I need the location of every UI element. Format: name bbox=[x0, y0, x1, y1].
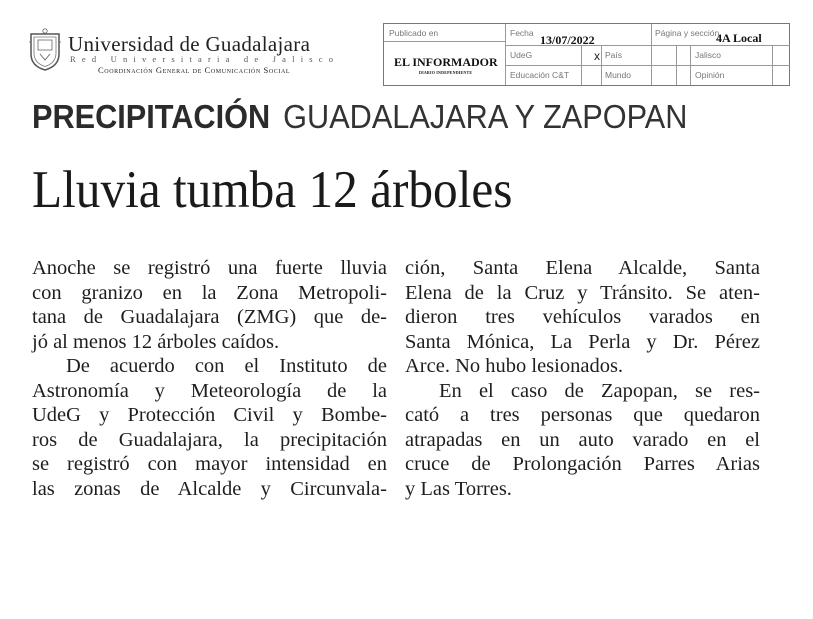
category-checkmark: x bbox=[594, 49, 600, 63]
date-label: Fecha bbox=[510, 28, 534, 38]
body-line: las zonas de Alcalde y Circunvala- bbox=[32, 477, 387, 500]
article-column-1 bbox=[32, 256, 387, 501]
body-line: UdeG y Protección Civil y Bombe- bbox=[32, 404, 387, 426]
grid-line bbox=[772, 45, 773, 85]
category-educacion: Educación C&T bbox=[510, 70, 570, 80]
body-line: jó al menos 12 árboles caídos. bbox=[32, 330, 280, 353]
grid-line bbox=[601, 45, 602, 85]
grid-line bbox=[690, 45, 691, 85]
body-line: Arce. No hubo lesionados. bbox=[405, 355, 624, 377]
body-line: cruce de Prolongación Parres Arias bbox=[405, 453, 760, 475]
body-line: tana de Guadalajara (ZMG) que de- bbox=[32, 306, 387, 328]
newspaper-name: EL INFORMADOR bbox=[394, 55, 498, 69]
body-line: cató a tres personas que quedaron bbox=[405, 404, 760, 426]
university-seal-icon bbox=[28, 28, 62, 72]
body-line: atrapadas en un auto varado en el bbox=[405, 428, 760, 451]
grid-line bbox=[651, 24, 652, 85]
body-line: De acuerdo con el Instituto de bbox=[66, 355, 387, 377]
section-subtitle: GUADALAJARA Y ZAPOPAN bbox=[283, 98, 688, 135]
grid-line bbox=[676, 45, 677, 85]
body-line: Santa Mónica, La Perla y Dr. Pérez bbox=[405, 330, 760, 353]
body-line: Astronomía y Meteorología de la bbox=[32, 379, 387, 402]
body-line: dieron tres vehículos varados en bbox=[405, 306, 760, 328]
page-section-label: Página y sección bbox=[655, 28, 720, 38]
grid-line bbox=[384, 41, 505, 42]
body-line: se registró con mayor intensidad en bbox=[32, 453, 387, 475]
category-mundo: Mundo bbox=[605, 70, 631, 80]
grid-line bbox=[581, 45, 582, 85]
section-heading bbox=[32, 98, 687, 136]
body-line: Anoche se registró una fuerte lluvia bbox=[32, 257, 387, 279]
body-line: En el caso de Zapopan, se res- bbox=[439, 379, 760, 402]
body-line: y Las Torres. bbox=[405, 477, 512, 500]
published-in-label: Publicado en bbox=[389, 28, 439, 38]
publication-date: 13/07/2022 bbox=[540, 33, 595, 47]
coordination-line: Coordinación General de Comunicación Social bbox=[98, 65, 291, 75]
body-line: ción, Santa Elena Alcalde, Santa bbox=[405, 257, 760, 279]
section-kicker: PRECIPITACIÓN bbox=[32, 98, 271, 135]
newspaper-tagline: DIARIO INDEPENDIENTE bbox=[419, 70, 473, 75]
network-line: Red Universitaria de Jalisco bbox=[70, 54, 340, 64]
category-opinion: Opinión bbox=[695, 70, 725, 80]
grid-line bbox=[505, 65, 790, 66]
category-pais: País bbox=[605, 50, 623, 60]
publication-info-table bbox=[383, 23, 790, 86]
university-logo-block bbox=[28, 28, 368, 78]
body-line: ros de Guadalajara, la precipitación bbox=[32, 428, 387, 451]
category-jalisco: Jalisco bbox=[695, 50, 721, 60]
article-headline: Lluvia tumba 12 árboles bbox=[32, 161, 513, 219]
university-name: Universidad de Guadalajara bbox=[68, 32, 311, 56]
category-udeg: UdeG bbox=[510, 50, 533, 60]
body-line: Elena de la Cruz y Tránsito. Se aten- bbox=[405, 281, 760, 304]
article-column-2 bbox=[405, 256, 760, 501]
body-line: con granizo en la Zona Metropoli- bbox=[32, 281, 387, 304]
page-section-value: 4A Local bbox=[716, 31, 762, 45]
grid-line bbox=[505, 24, 506, 85]
